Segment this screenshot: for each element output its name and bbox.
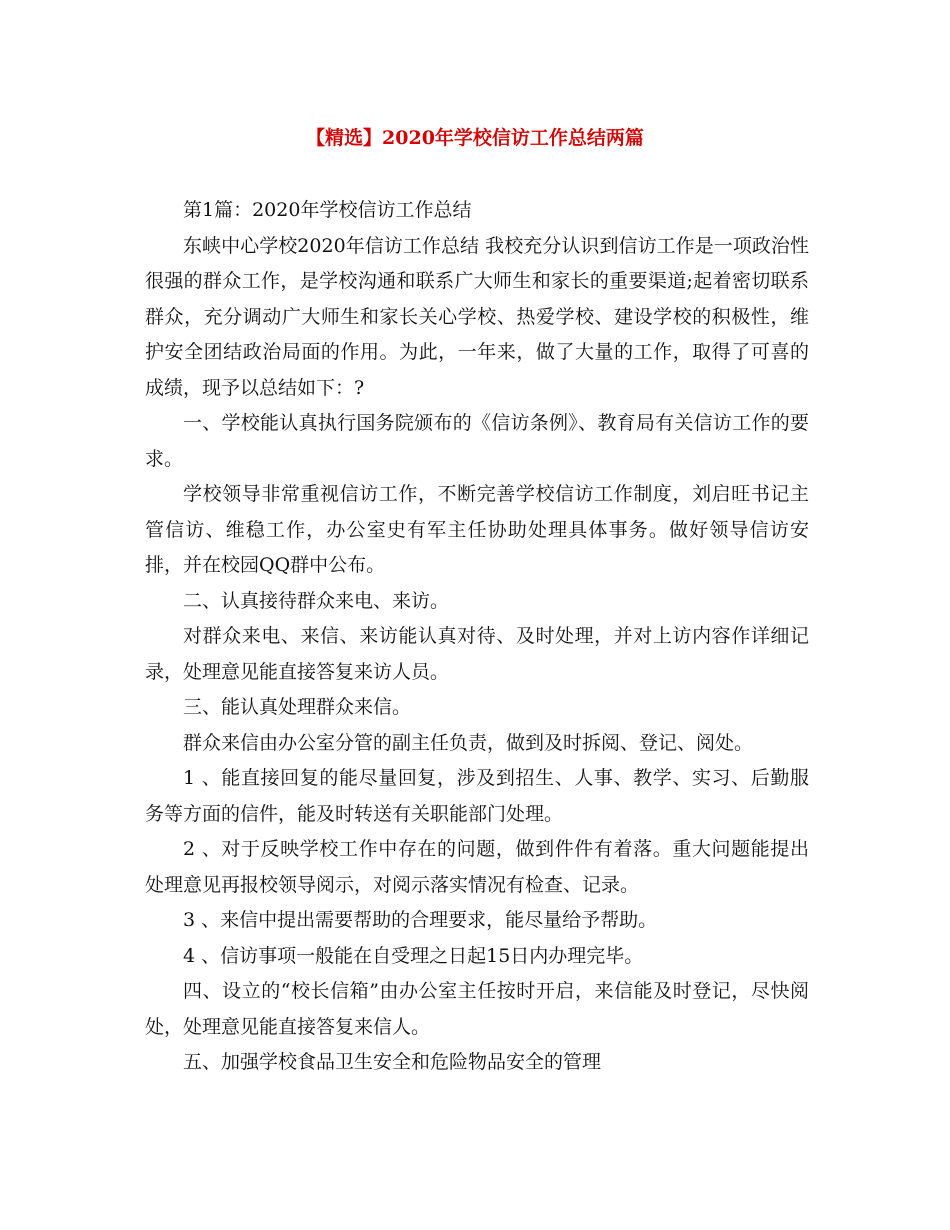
section-heading: 一、学校能认真执行国务院颁布的《信访条例》、教育局有关信访工作的要求。	[145, 412, 809, 470]
list-item: 1 、能直接回复的能尽量回复，涉及到招生、人事、教学、实习、后勤服务等方面的信件，能及时转送有关职能部门处理。	[145, 767, 809, 825]
section-heading: 第1篇：2020年学校信访工作总结	[183, 199, 472, 221]
section-heading: 二、认真接待群众来电、来访。	[183, 589, 450, 612]
body-paragraph: 学校领导非常重视信访工作，不断完善学校信访工作制度，刘启旺书记主管信访、维稳工作，办公室史有军主任协助处理具体事务。做好领导信访安排，并在校园QQ群中公布。	[145, 483, 809, 576]
list-item: 2 、对于反映学校工作中存在的问题，做到件件有着落。重大问题能提出处理意见再报校领导阅示，对阅示落实情况有检查、记录。	[145, 838, 809, 896]
section-heading: 五、加强学校食品卫生安全和危险物品安全的管理	[183, 1051, 602, 1073]
section-heading: 四、设立的“校长信箱”由办公室主任按时开启，来信能及时登记，尽快阅处，处理意见能直接答复来信人。	[145, 980, 809, 1038]
body-paragraph: 对群众来电、来信、来访能认真对待、及时处理，并对上访内容作详细记录，处理意见能直接答复来访人员。	[145, 625, 809, 683]
body-paragraph: 东峡中心学校2020年信访工作总结 我校充分认识到信访工作是一项政治性很强的群众工作，是学校沟通和联系广大师生和家长的重要渠道;起着密切联系群众，充分调动广大师生和家长关心学校、热爱学校、建设学校的积极性，维护安全团结政治局面的作用。为此，一年来，做了大量的工作，取得了可喜的成绩，现予以总结如下：?	[145, 234, 809, 399]
document-body	[145, 193, 809, 1081]
document-title: 【精选】2020年学校信访工作总结两篇	[306, 127, 644, 149]
body-paragraph: 群众来信由办公室分管的副主任负责，做到及时拆阅、登记、阅处。	[183, 731, 754, 754]
list-item: 3 、来信中提出需要帮助的合理要求，能尽量给予帮助。	[183, 909, 658, 931]
list-item: 4 、信访事项一般能在自受理之日起15日内办理完毕。	[183, 944, 644, 967]
section-heading: 三、能认真处理群众来信。	[183, 696, 412, 718]
